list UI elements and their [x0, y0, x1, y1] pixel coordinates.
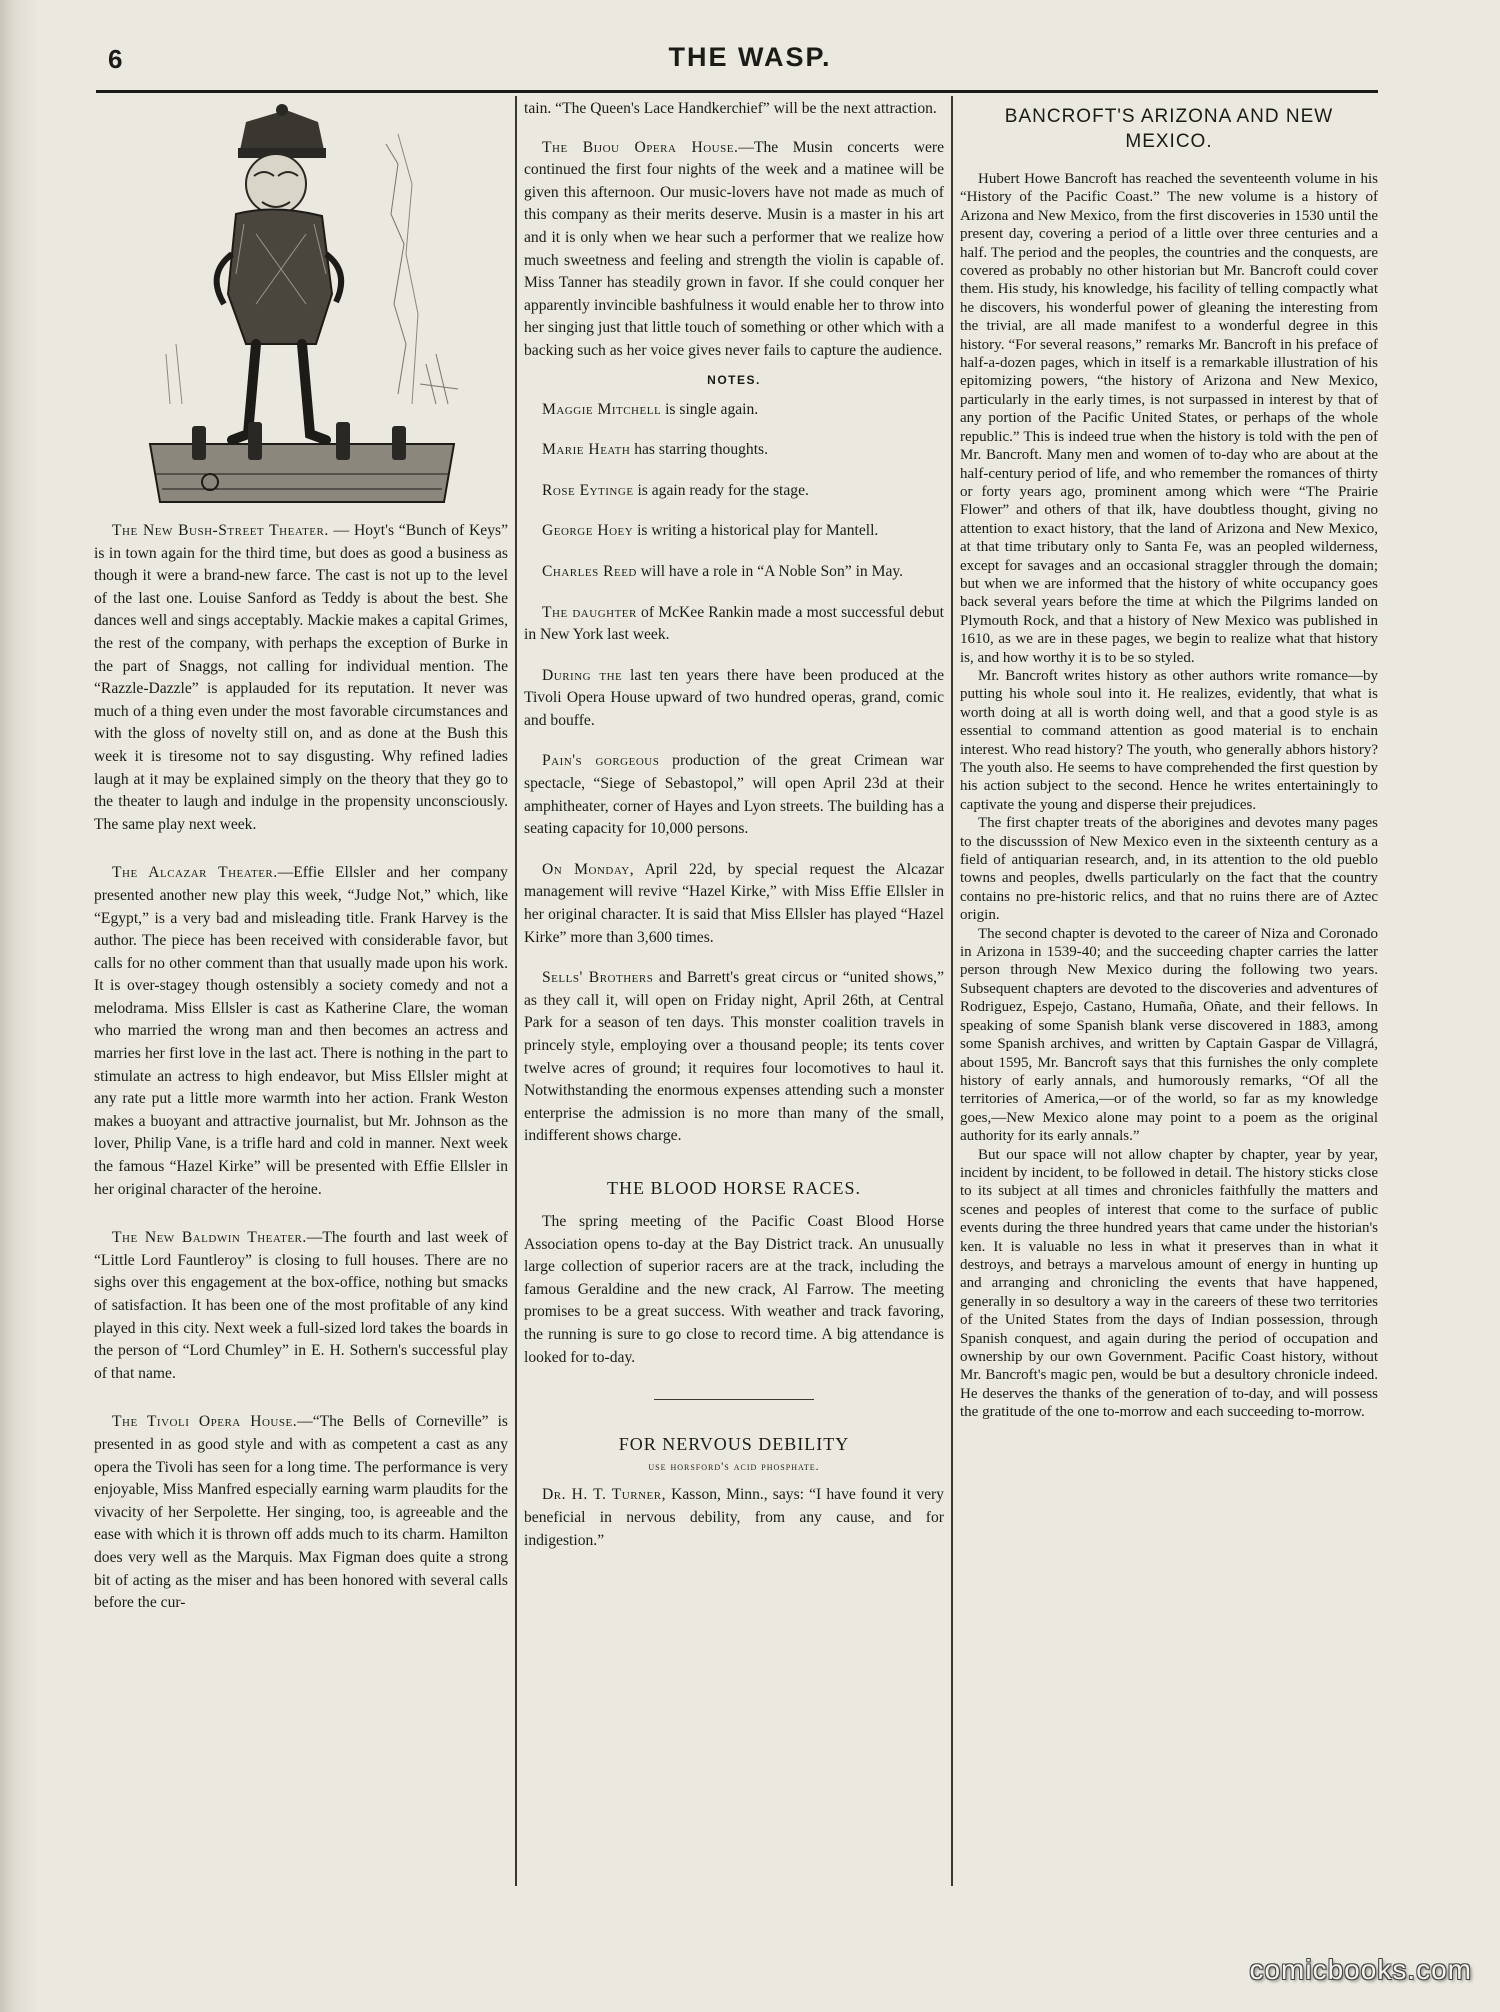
article-baldwin	[94, 1227, 508, 1385]
article-paragraph: The first chapter treats of the aborigines and devotes many pages to the discusssion of New Mexico even in the sixteenth century as a field of antiquarian research, and, in its attention to the old pueblo towns and peoples, dwells particularly on the fact that the country contains no pre-historic relics, and that no ruins there are of Aztec origin.	[960, 815, 1378, 924]
ad-testimonial	[524, 1484, 944, 1552]
note-lead: On Monday,	[542, 860, 635, 878]
note-text: last ten years there have been produced at the Tivoli Opera House upward of two hundred operas, grand, comic and bouffe.	[524, 666, 944, 729]
note-text: and Barrett's great circus or “united shows,” as they call it, will open on Friday night, April 26th, at Central Park for a season of ten days. This monster coalition travels in princely style, employing over a thousand people; its tents cover twelve acres of ground; it requires four locomotives to haul it. Notwithstanding the enormous expenses attending such a monster enterprise the admission is no more than many of the small, indifferent shows charge.	[524, 969, 944, 1145]
page-number: 6	[108, 44, 123, 74]
section-text: —Effie Ellsler and her company presented another new play this week, “Judge Not,” which, like “Egypt,” is a very bad and misleading title. Frank Harvey is the author. The piece has been received with considerable favor, but calls for no other comment than that usually made upon his work. It is over-stagey though ostensibly a society comedy and not a melodrama. Miss Ellsler is cast as Katherine Clare, the woman who married the wrong man and then becomes an actress and marries her first love in the last act. There is nothing in the part to stimulate an actress to high endeavor, but Miss Ellsler might at any rate put a little more warmth into her action. Frank Weston makes a buoyant and attractive journalist, but Mr. Johnson as the lover, Philip Vane, is a trifle hard and cold in manner. Next week the famous “Hazel Kirke” will be presented with Effie Ellsler in her original character of the heroine.	[94, 864, 508, 1198]
section-lead: The New Baldwin Theater.	[112, 1229, 307, 1247]
note-item	[524, 750, 944, 840]
column-rule-1	[515, 96, 517, 1886]
article-paragraph: Mr. Bancroft writes history as other authors write romance—by putting his whole soul into it. He realizes, evidently, that what is worth doing at all is worth doing well, and that a good style is as essential to command attention as good material is to enchain interest. Who read history? The youth, who generally abhors history? The youth also. He seems to have comprehended the first question by his action subject to the second. Hence he writes entertainingly to captivate the young and disperse their prejudices.	[960, 667, 1378, 813]
article-bush-street	[94, 520, 508, 836]
bancroft-heading: BANCROFT'S ARIZONA AND NEW MEXICO.	[1004, 106, 1334, 152]
column-3	[960, 98, 1378, 1422]
column-1	[94, 98, 508, 1641]
note-text: is writing a historical play for Mantell.	[633, 522, 879, 540]
section-text: —“The Bells of Corneville” is presented in as good style and with as competent a cast as any opera the Tivoli has seen for a long time. The performance is very enjoyable, Miss Manfred especially earning warm plaudits for the vivacity of her Serpolette. Her singing, too, is agreeable and the ease with which it is thrown off adds much to its charm. Hamilton does very well as the Marquis. Max Figman does quite a strong bit of acting as the miser and has been honored with several calls before the cur-	[94, 1413, 508, 1612]
note-item	[524, 602, 944, 647]
article-alcazar	[94, 862, 508, 1201]
article-bijou	[524, 137, 944, 363]
section-lead: The Bijou Opera House.	[542, 138, 739, 156]
note-lead: Sells' Brothers	[542, 969, 654, 987]
note-item	[524, 399, 944, 422]
engraving-illustration	[136, 104, 466, 508]
races-heading: THE BLOOD HORSE RACES.	[606, 1177, 861, 1198]
note-text: April 22d, by special request the Alcazar management will revive “Hazel Kirke,” with Miss Effie Ellsler in her original character. It is said that Miss Ellsler has played “Hazel Kirke” more than 3,600 times.	[524, 860, 944, 946]
ad-heading: FOR NERVOUS DEBILITY	[618, 1434, 850, 1455]
header-rule	[96, 90, 1378, 93]
note-item	[524, 439, 944, 462]
note-lead: Maggie Mitchell	[542, 400, 662, 418]
note-lead: Pain's gorgeous	[542, 752, 660, 770]
notes-list	[524, 399, 944, 1148]
races-text: The spring meeting of the Pacific Coast Blood Horse Association opens to-day at the Bay District track. An unusually large collection of superior racers are at the track, including the famous Geraldine and the new crack, Al Farrow. The meeting promises to be a great success. With weather and track favoring, the running is sure to go close to record time. A big attendance is looked for to-day.	[524, 1212, 944, 1366]
note-text: of McKee Rankin made a most successful debut in New York last week.	[524, 603, 944, 644]
article-tivoli	[94, 1411, 508, 1614]
note-text: has starring thoughts.	[630, 441, 769, 459]
ad-text: Kasson, Minn., says: “I have found it very beneficial in nervous debility, from any cause, and for indigestion.”	[524, 1486, 944, 1549]
note-item	[524, 967, 944, 1148]
section-divider	[654, 1399, 814, 1400]
note-item	[524, 665, 944, 733]
note-lead: The daughter	[542, 603, 637, 621]
note-lead: Rose Eytinge	[542, 481, 634, 499]
section-text: — Hoyt's “Bunch of Keys” is in town again for the third time, but does as good a business as though it were a brand-new farce. The cast is not up to the level of the last one. Louise Sanford as Teddy is about the best. She dances well and sings acceptably. Mackie makes a capital Grimes, the rest of the company, with perhaps the exception of Burke in the part of Snaggs, not calling for individual mention. The “Razzle-Dazzle” is applauded for its reputation. It never was much of a thing even under the most favorable circumstances and with the gloss of novelty still on, and as done at the Bush this week it is tiresome not to say disgusting. Why refined ladies laugh at it may be explained simply on the theory that they go to the theater to laugh and indulge in the propensity unconsciously. The same play next week.	[94, 522, 508, 833]
ad-lead: Dr. H. T. Turner,	[542, 1486, 666, 1504]
note-text: will have a role in “A Noble Son” in May.	[636, 562, 904, 580]
note-item	[524, 480, 944, 503]
note-item	[524, 859, 944, 949]
section-lead: The Tivoli Opera House.	[112, 1413, 298, 1431]
section-text: —The fourth and last week of “Little Lord Fauntleroy” is closing to full houses. There are no sighs over this engagement at the box-office, nothing but smacks of satisfaction. It has been one of the most profitable of any kind played in this city. Next week a full-sized lord takes the boards in the person of “Lord Chumley” in E. H. Sothern's successful play of that name.	[94, 1229, 508, 1382]
note-item	[524, 561, 944, 584]
section-lead: The Alcazar Theater.	[112, 864, 278, 882]
article-paragraph: But our space will not allow chapter by chapter, year by year, incident by incident, to be followed in detail. The history sticks close to its subject at all times and chronicles faithfully the matters and scenes and peoples of interest that come to the surface of public events during the three hundred years that came under the historian's ken. It is valuable no less in what it preserves than in what it destroys, and betrays a marvelous amount of energy in hunting up and arranging and chronicling the events that have happened, generally in so desultory a way in the careers of these two territories of the United States from the days of Indian possession, through Spanish conquest, and again during the period of occupation and ownership by our own Government. Pacific Coast history, without Mr. Bancroft's magic pen, would be but a desultory chronicle indeed. He deserves the thanks of the generation of to-day, and will possess the gratitude of the one to-morrow and each succeeding to-morrow.	[960, 1146, 1378, 1421]
note-lead: George Hoey	[542, 522, 634, 540]
note-text: production of the great Crimean war spectacle, “Siege of Sebastopol,” will open April 23d at their amphitheater, corner of Hayes and Lyon streets. The building has a seating capacity for 10,000 persons.	[524, 752, 944, 838]
article-paragraph: Hubert Howe Bancroft has reached the seventeenth volume in his “History of the Pacific Coast.” The new volume is a history of Arizona and New Mexico, from the first discoveries in 1530 until the present day, covering a period of a little over three centuries and a half. The period and the peoples, the countries and the conquests, are covered as probably no other historian but Mr. Bancroft could cover them. His study, his knowledge, his facility of telling compactly what he discovers, his wonderful power of gleaning the interesting from the trivial, are all made manifest to a wonderful degree in this history. “For several reasons,” remarks Mr. Bancroft in his preface of half-a-dozen pages, which in itself is a remarkable illustration of his epitomizing powers, “the history of Arizona and New Mexico, particularly in the early times, is not surpassed in interest by that of any portion of the Pacific United States, or perhaps of the whole republic.” This is indeed true when the history is told with the pen of Mr. Bancroft. Many men and women of to-day who are about at the half-century period of life, and who remember the romances of thirty or forty years ago, prominent among which were “The Prairie Flower” and others of that ilk, have doubtless thought, giving no attention to exact history, that the land of Arizona and New Mexico, at that time tributary only to Santa Fe, was an peopled wilderness, except for savages and an occasional straggler through the domain; but when we are informed that the history of white occupancy goes back several years before the time at which the Pilgrims landed on Plymouth Rock, and that a history of New Mexico was published in 1610, as we are in these pages, we begin to realize what that history is, and how worthy it is to be so styled.	[960, 171, 1378, 666]
note-lead: Marie Heath	[542, 441, 631, 459]
section-lead: The New Bush-Street Theater.	[112, 522, 329, 539]
note-lead: Charles Reed	[542, 562, 637, 580]
watermark: comicbooks.com	[1249, 1954, 1472, 1985]
tivoli-continuation	[524, 98, 944, 121]
note-item	[524, 520, 944, 543]
notes-heading: NOTES.	[707, 372, 761, 387]
column-2	[524, 98, 944, 1552]
section-text: —The Musin concerts were continued the first four nights of the week and a matinee will be given this afternoon. Our music-lovers have not made as much of this company as their merits deserve. Musin is a master in his art and it is only when we hear such a performer that we realize how much sweetness and feeling and strength the violin is capable of. Miss Tanner has steadily grown in favor. If she could conquer her apparently invincible bashfulness it would enable her to throw into her singing just that little touch of something or other which with a backing such as her voice gives never fails to capture the audience.	[524, 138, 944, 359]
masthead-title: THE WASP.	[668, 42, 832, 72]
note-text: is again ready for the stage.	[633, 481, 809, 499]
column-rule-2	[951, 96, 953, 1886]
article-paragraph: The second chapter is devoted to the career of Niza and Coronado in Arizona in 1539-40; and the succeeding chapter carries the latter person through New Mexico during the following two years. Subsequent chapters are devoted to the discoveries and adventures of Rodriguez, Espejo, Castano, Humaña, Oñate, and their fellows. In speaking of some Spanish blank verse discovered in 1883, among some Spanish archives, and written by Captain Gaspar de Villagrá, about 1595, Mr. Bancroft says that this furnishes the only complete history of early annals, and humorously remarks, “Of all the territories of America,—or of the world, so far as my knowledge goes,—New Mexico alone may point to a poem as the original authority for its early annals.”	[960, 925, 1378, 1145]
bancroft-article	[960, 170, 1378, 1422]
ad-subheading: use horsford's acid phosphate.	[648, 1459, 820, 1474]
article-races	[524, 1211, 944, 1369]
note-lead: During the	[542, 666, 623, 684]
note-text: is single again.	[661, 400, 759, 418]
continuation-text: tain. “The Queen's Lace Handkerchief” will be the next attraction.	[524, 100, 937, 117]
